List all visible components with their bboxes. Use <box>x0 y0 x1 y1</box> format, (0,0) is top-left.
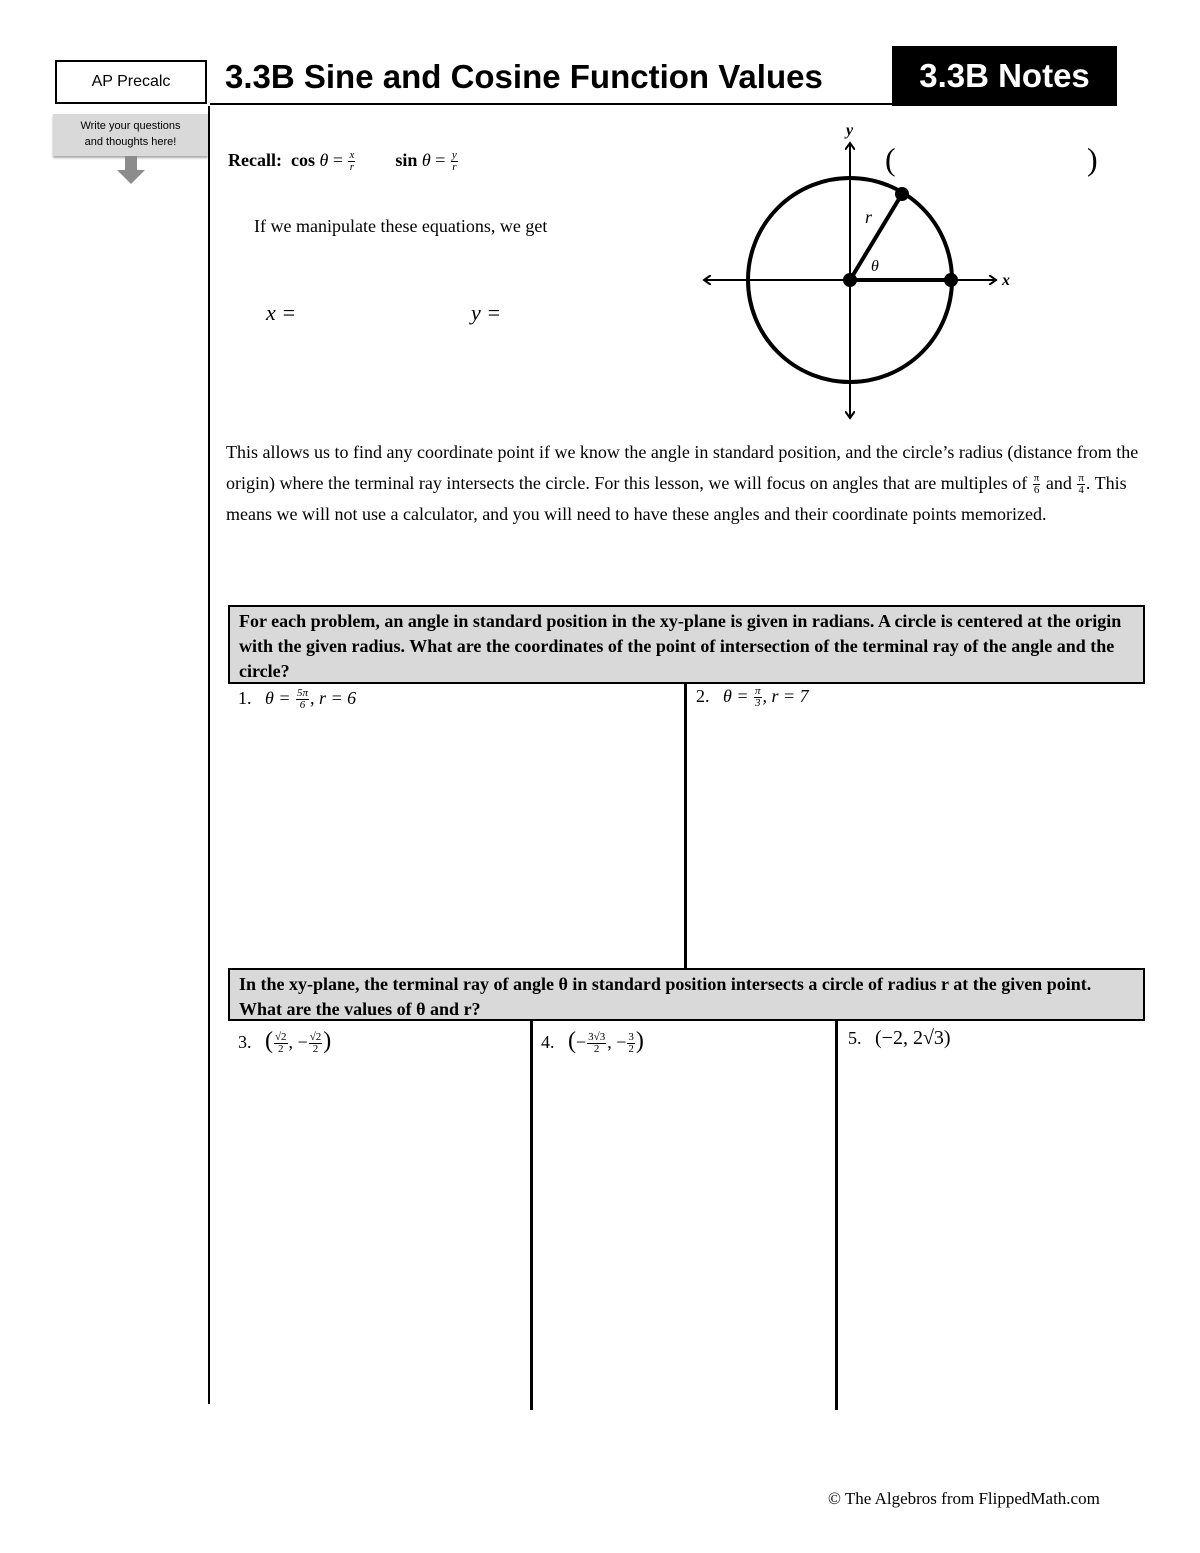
fraction-denominator: 2 <box>312 1043 319 1056</box>
fraction-denominator: 3 <box>755 697 761 710</box>
paragraph-part-1: This allows us to find any coordinate point if we know the angle in standard position, and the circle’s radius (distance from the origin) where the terminal ray intersects the circle. For this lesson, we will focus on angles that are multiples of <box>226 442 1139 493</box>
problem-5 <box>848 1027 951 1050</box>
fraction-numerator: √2 <box>309 1031 322 1044</box>
title-underline <box>210 103 892 105</box>
problem-2 <box>696 686 809 709</box>
thoughts-prompt <box>53 114 208 156</box>
y-axis-label: y <box>846 122 854 139</box>
x-var: x <box>349 149 355 162</box>
fraction-denominator: 6 <box>299 699 306 712</box>
course-label: AP Precalc <box>55 60 207 104</box>
explanation-paragraph <box>226 437 1141 530</box>
thoughts-line-1: Write your questions <box>80 120 181 133</box>
terminal-point <box>895 187 909 201</box>
equals-sign: = <box>435 150 446 170</box>
margin-divider <box>208 106 210 1404</box>
pi-over-4-fraction <box>1077 473 1085 496</box>
problem-4 <box>541 1028 644 1055</box>
section-1-divider <box>684 684 687 968</box>
y-over-r-fraction <box>451 150 458 173</box>
problem-1 <box>238 688 356 711</box>
close-paren: ) <box>1087 141 1098 177</box>
separator: , − <box>607 1032 627 1052</box>
fraction-numerator: π <box>755 685 761 698</box>
fraction-a <box>274 1032 288 1055</box>
equals-sign: = <box>332 150 343 170</box>
fraction-numerator: 3√3 <box>588 1031 606 1044</box>
section-2-divider-a <box>530 1021 533 1410</box>
cos-label: cos <box>290 150 315 170</box>
angle-fraction <box>754 686 762 709</box>
fraction-numerator: π <box>1078 472 1084 485</box>
theta-symbol: θ <box>421 150 431 170</box>
problem-number: 2. <box>696 686 710 706</box>
leading-minus: − <box>576 1032 587 1052</box>
r-var: r <box>349 161 355 174</box>
section-1-prompt: For each problem, an angle in standard position in the xy-plane is given in radians. A circle is centered at the origin with the given radius. What are the coordinates of the point of intersection of the terminal ray of the angle and the circle? <box>228 605 1145 684</box>
problem-number: 4. <box>541 1032 555 1052</box>
sin-label: sin <box>395 150 418 170</box>
fraction-numerator: π <box>1033 472 1040 485</box>
r-var: r <box>452 161 457 174</box>
and-word: and <box>1045 473 1072 493</box>
fraction-denominator: 2 <box>278 1043 284 1056</box>
x-over-r-fraction <box>348 150 355 173</box>
close-paren: ) <box>323 1028 332 1054</box>
recall-label: Recall: <box>228 150 282 170</box>
fraction-b <box>627 1032 635 1055</box>
fraction-denominator: 4 <box>1078 484 1084 497</box>
notes-badge: 3.3B Notes <box>892 46 1117 106</box>
point-expression: (−2, 2√3) <box>875 1027 951 1049</box>
manipulate-text: If we manipulate these equations, we get <box>254 216 548 236</box>
fraction-numerator: 3 <box>628 1031 634 1044</box>
x-axis-label: x <box>1002 272 1010 289</box>
problem-number: 1. <box>238 688 252 708</box>
fraction-denominator: 2 <box>593 1043 600 1056</box>
axis-point <box>944 273 958 287</box>
arrow-down-icon <box>117 156 145 186</box>
angle-fraction <box>296 688 309 711</box>
radius-label: r <box>865 207 873 227</box>
origin-point <box>843 273 857 287</box>
problem-3 <box>238 1028 331 1055</box>
thoughts-line-2: and thoughts here! <box>84 136 177 148</box>
x-equation: x = <box>266 300 297 325</box>
unit-circle-diagram <box>695 115 1125 425</box>
problem-number: 5. <box>848 1028 862 1048</box>
angle-label: θ <box>871 258 879 275</box>
problem-lhs: θ = <box>265 688 291 708</box>
fraction-b <box>309 1032 323 1055</box>
y-var: y <box>451 149 457 162</box>
fraction-a <box>587 1032 606 1055</box>
problem-radius: , r = 6 <box>310 688 357 708</box>
section-2-divider-b <box>835 1021 838 1410</box>
fraction-numerator: 5π <box>297 687 309 700</box>
pi-over-6-fraction <box>1033 473 1041 496</box>
fraction-denominator: 6 <box>1033 484 1040 497</box>
problem-number: 3. <box>238 1032 252 1052</box>
separator: , − <box>288 1032 308 1052</box>
fraction-denominator: 2 <box>628 1043 634 1056</box>
section-2-prompt: In the xy-plane, the terminal ray of angle θ in standard position intersects a circle of radius r at the given point. What are the values of θ and r? <box>228 968 1145 1021</box>
problem-radius: , r = 7 <box>762 686 809 706</box>
y-equation: y = <box>471 300 502 325</box>
open-paren: ( <box>885 141 896 177</box>
open-paren: ( <box>265 1028 273 1054</box>
fraction-numerator: √2 <box>275 1031 287 1044</box>
copyright-footer: © The Algebros from FlippedMath.com <box>828 1489 1100 1508</box>
open-paren: ( <box>568 1028 576 1054</box>
close-paren: ) <box>635 1028 644 1054</box>
theta-symbol: θ <box>319 150 329 170</box>
page-title: 3.3B Sine and Cosine Function Values <box>225 58 823 95</box>
paragraph-part-2: . This means we will not use a calculator, and you will need to have these angles and their coordinate points memorized. <box>226 473 1127 524</box>
recall-line <box>228 150 459 173</box>
problem-lhs: θ = <box>723 686 749 706</box>
